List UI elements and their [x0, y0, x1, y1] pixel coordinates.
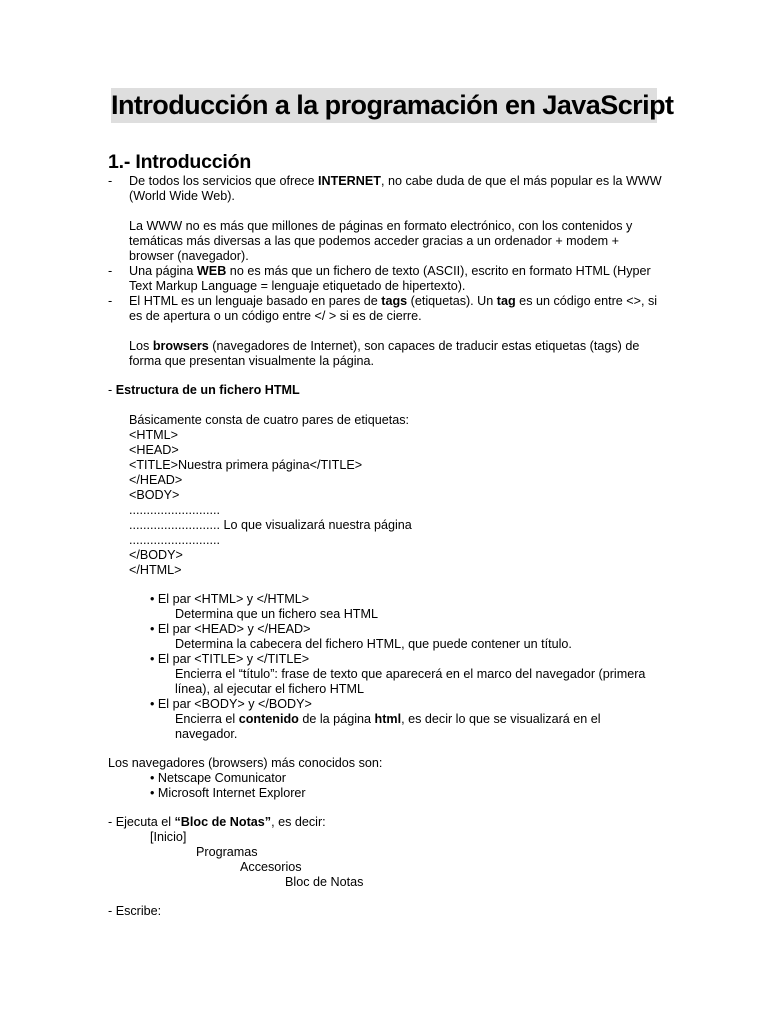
paragraph-line: temáticas más diversas a las que podemos acceder gracias a un ordenador + modem + — [129, 234, 620, 248]
code-line: </HEAD> — [129, 473, 183, 487]
pair-description: Encierra el contenido de la página html, es decir lo que se visualizará en el — [175, 712, 601, 726]
code-line: </BODY> — [129, 548, 183, 562]
pair-bullet-title: • El par <TITLE> y </TITLE> — [150, 652, 310, 666]
browser-list-item: • Netscape Comunicator — [150, 771, 287, 785]
pair-bullet-body: • El par <BODY> y </BODY> — [150, 697, 312, 711]
code-line: </HTML> — [129, 563, 182, 577]
code-line: .......................... — [129, 503, 220, 517]
paragraph-line: Text Markup Language = lenguaje etiquetado de hipertexto). — [129, 279, 466, 293]
write-instruction: - Escribe: — [108, 904, 162, 918]
code-line: <BODY> — [129, 488, 180, 502]
paragraph-line: La WWW no es más que millones de páginas en formato electrónico, con los contenidos y — [129, 219, 633, 233]
pair-bullet-html: • El par <HTML> y </HTML> — [150, 592, 310, 606]
code-line: .......................... — [129, 533, 220, 547]
pair-description: navegador. — [175, 727, 238, 741]
document-title: Introducción a la programación en JavaScript — [111, 88, 657, 123]
browsers-intro: Los navegadores (browsers) más conocidos son: — [108, 756, 383, 770]
notepad-instruction: - Ejecuta el “Bloc de Notas”, es decir: — [108, 815, 326, 829]
paragraph-line: browser (navegador). — [129, 249, 249, 263]
list-dash: - — [108, 264, 113, 278]
browser-list-item: • Microsoft Internet Explorer — [150, 786, 306, 800]
paragraph-line: El HTML es un lenguaje basado en pares de tags (etiquetas). Un tag es un código entre <>, si — [129, 294, 658, 308]
code-line: .......................... Lo que visualizará nuestra página — [129, 518, 412, 532]
menu-path-accesorios: Accesorios — [240, 860, 302, 874]
structure-heading: - Estructura de un fichero HTML — [108, 383, 300, 397]
paragraph-line: Una página WEB no es más que un fichero de texto (ASCII), escrito en formato HTML (Hyper — [129, 264, 651, 278]
list-dash: - — [108, 174, 113, 188]
pair-description: Encierra el “título”: frase de texto que aparecerá en el marco del navegador (primera — [175, 667, 646, 681]
code-line: <TITLE>Nuestra primera página</TITLE> — [129, 458, 363, 472]
menu-path-inicio: [Inicio] — [150, 830, 187, 844]
pair-description: Determina que un fichero sea HTML — [175, 607, 378, 621]
menu-path-programas: Programas — [196, 845, 258, 859]
code-line: <HTML> — [129, 428, 178, 442]
code-line: <HEAD> — [129, 443, 179, 457]
paragraph-line: es de apertura o un código entre </ > si es de cierre. — [129, 309, 422, 323]
structure-intro: Básicamente consta de cuatro pares de etiquetas: — [129, 413, 410, 427]
pair-description: Determina la cabecera del fichero HTML, que puede contener un título. — [175, 637, 572, 651]
paragraph-line: forma que presentan visualmente la página. — [129, 354, 375, 368]
paragraph-line: De todos los servicios que ofrece INTERNET, no cabe duda de que el más popular es la WWW — [129, 174, 662, 188]
section-heading-introduccion: 1.- Introducción — [108, 151, 252, 173]
pair-bullet-head: • El par <HEAD> y </HEAD> — [150, 622, 311, 636]
paragraph-line: Los browsers (navegadores de Internet), son capaces de traducir estas etiquetas (tags) de — [129, 339, 640, 353]
menu-path-bloc-de-notas: Bloc de Notas — [285, 875, 364, 889]
pair-description: línea), al ejecutar el fichero HTML — [175, 682, 364, 696]
list-dash: - — [108, 294, 113, 308]
paragraph-line: (World Wide Web). — [129, 189, 235, 203]
